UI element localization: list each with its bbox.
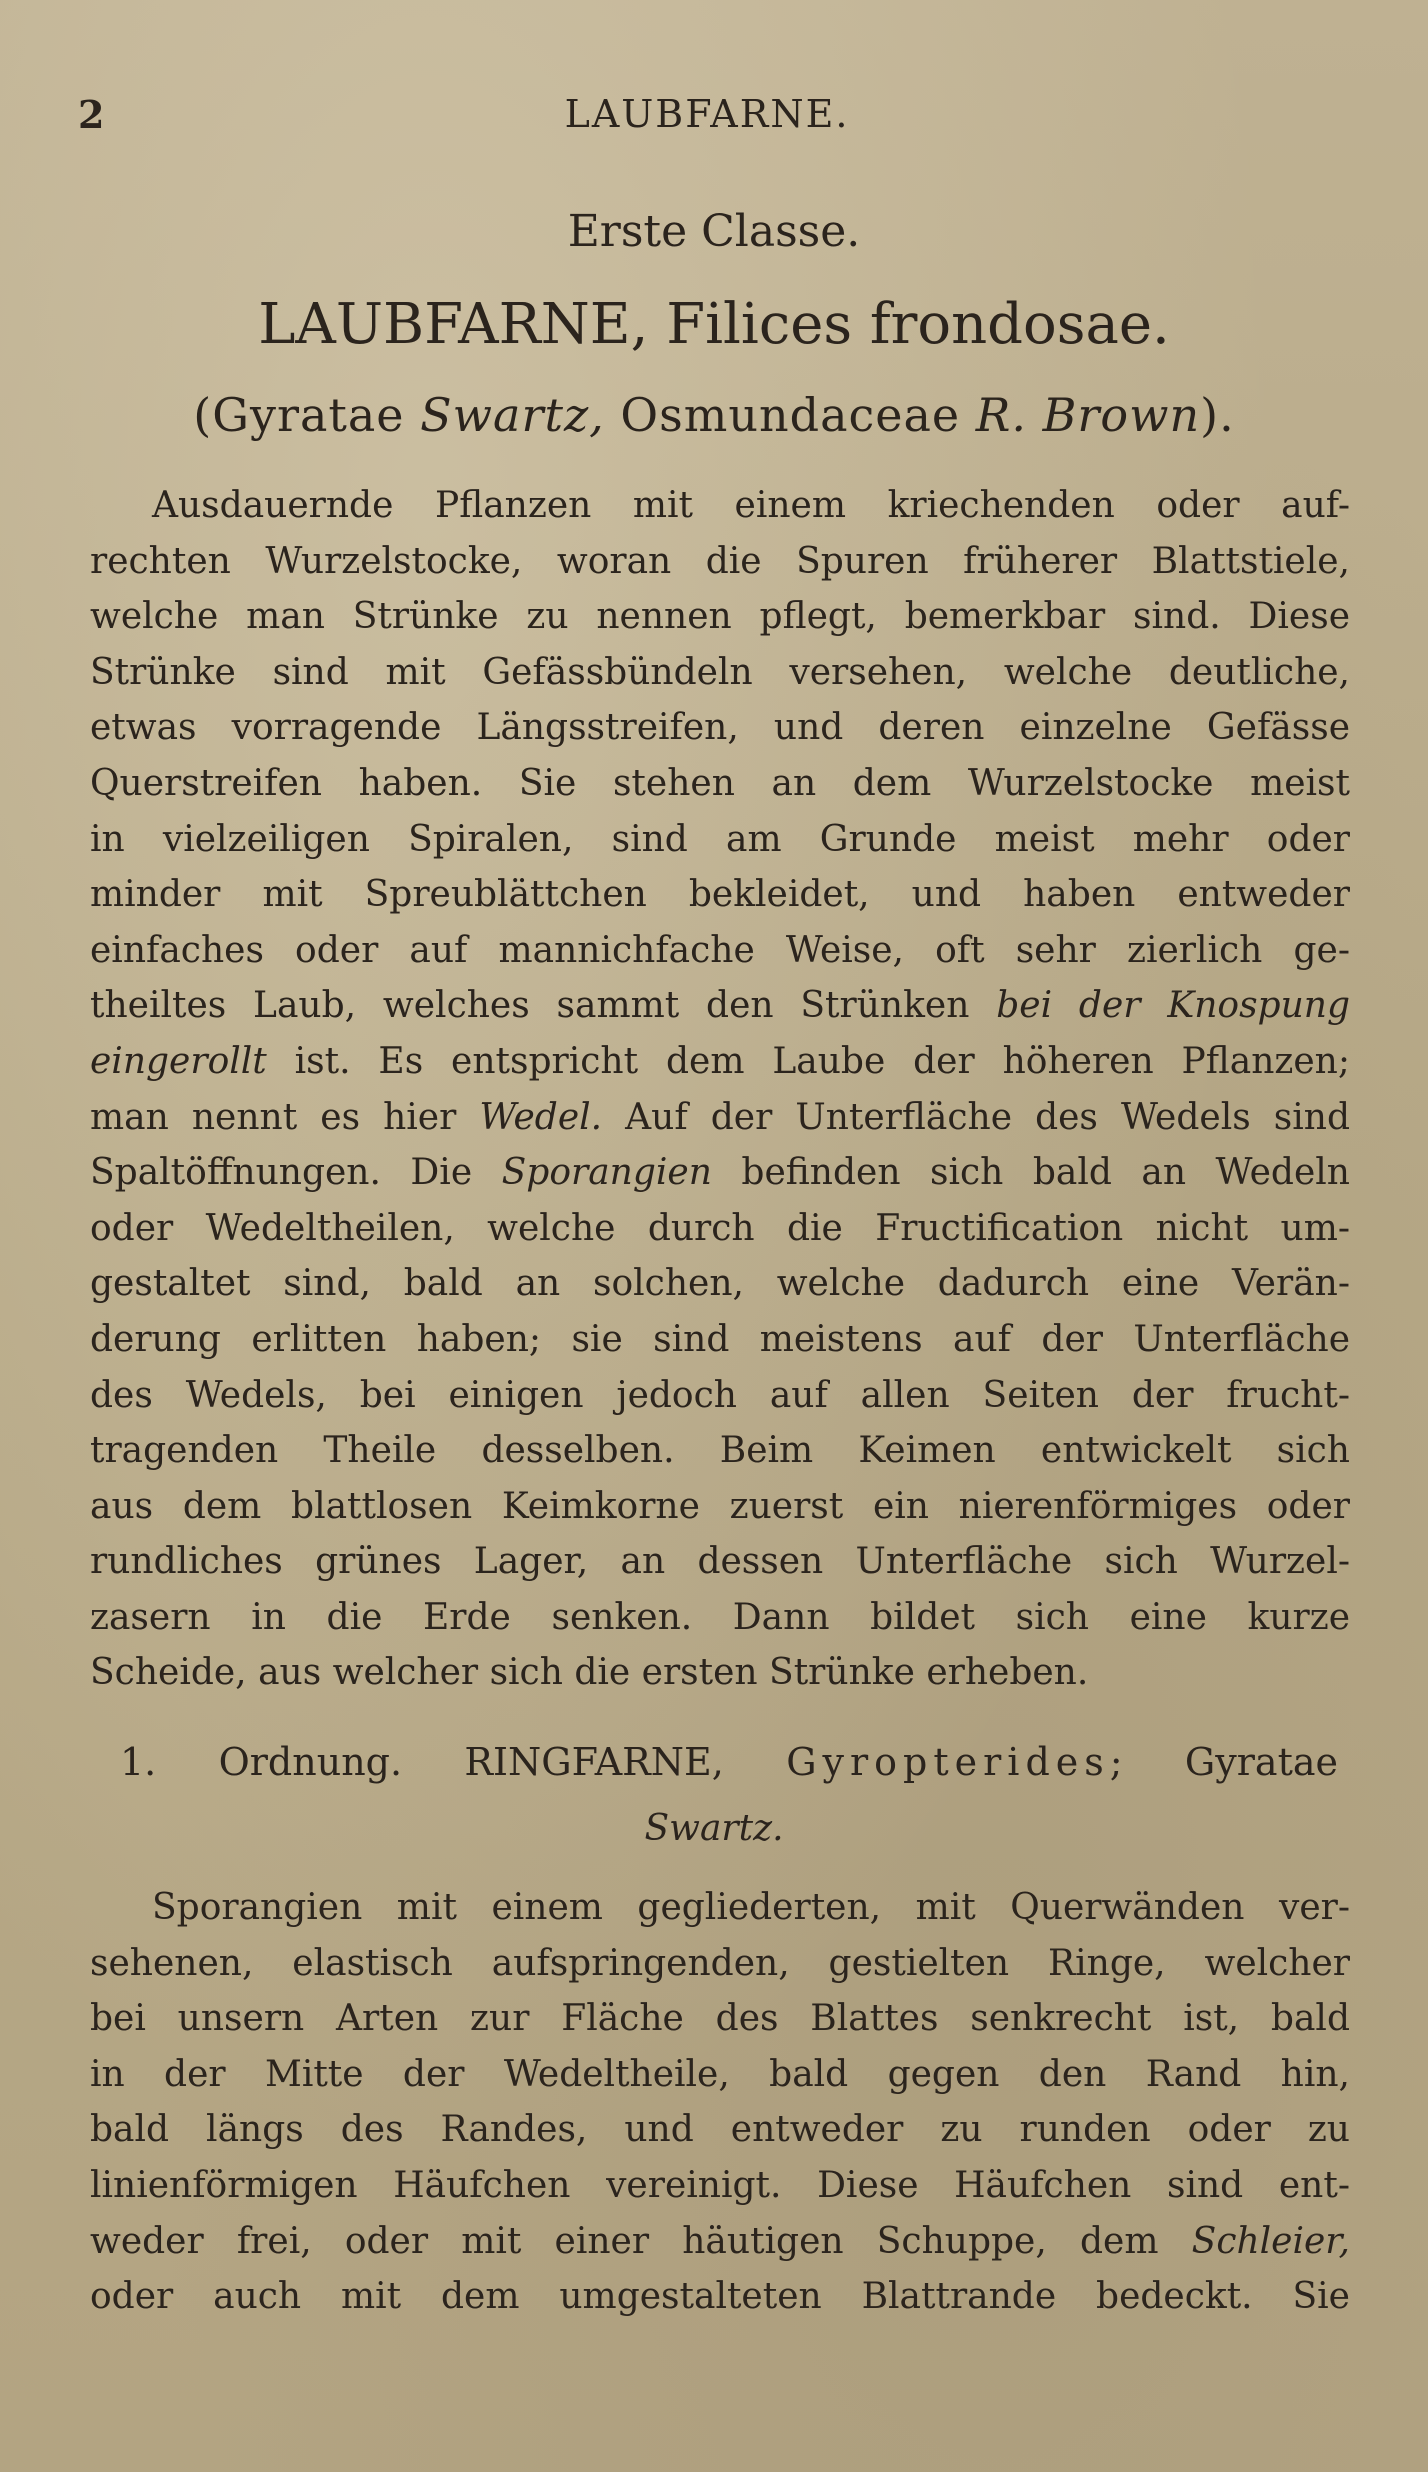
page-number: 2 — [78, 92, 105, 137]
page-header — [78, 92, 1336, 146]
italic-run: Wedel. — [479, 1096, 603, 1138]
text-line — [90, 1090, 1350, 1146]
text-run: Spaltöffnungen. Die — [90, 1152, 502, 1194]
italic-run: Sporangien — [501, 1152, 712, 1194]
paragraph-order-description — [90, 1880, 1350, 2325]
main-title: LAUBFARNE, Filices frondosae. — [258, 292, 1170, 357]
text-run: ist. Es entspricht dem Laube der höheren Pflanzen; — [266, 1040, 1350, 1082]
italic-run: Schleier, — [1191, 2220, 1350, 2262]
synonym-author-swartz: Swartz, — [420, 388, 605, 442]
text-line: aus dem blattlosen Keimkorne zuerst ein nierenförmiges oder — [90, 1485, 1350, 1527]
italic-run: bei der Knospung — [996, 985, 1351, 1027]
text-line: tragenden Theile desselben. Beim Keimen entwickelt sich — [90, 1430, 1350, 1472]
synonym-open: (Gyratae — [193, 388, 421, 442]
text-line: oder Wedeltheilen, welche durch die Fructification nicht um- — [90, 1207, 1350, 1249]
order-latin-name: Gyropterides — [786, 1740, 1110, 1784]
text-line: oder auch mit dem umgestalteten Blattrande bedeckt. Sie — [90, 2276, 1350, 2318]
synonym-line — [0, 388, 1428, 442]
running-head: LAUBFARNE. — [564, 92, 850, 136]
text-line: Strünke sind mit Gefässbündeln versehen, welche deutliche, — [90, 651, 1350, 693]
text-line: einfaches oder auf mannichfache Weise, oft sehr zierlich ge- — [90, 929, 1350, 971]
text-line: derung erlitten haben; sie sind meistens auf der Unterfläche — [90, 1318, 1350, 1360]
paragraph-description — [90, 478, 1350, 1701]
text-line: bei unsern Arten zur Fläche des Blattes senkrecht ist, bald — [90, 1998, 1350, 2040]
text-run: theiltes Laub, welches sammt den Strünken — [90, 985, 997, 1027]
text-line: zasern in die Erde senken. Dann bildet sich eine kurze — [90, 1596, 1350, 1638]
text-line: bald längs des Randes, und entweder zu runden oder zu — [90, 2109, 1350, 2151]
synonym-close: ). — [1200, 388, 1235, 442]
order-heading — [120, 1740, 1338, 1784]
text-run: weder frei, oder mit einer häutigen Schuppe, dem — [90, 2220, 1192, 2262]
text-line — [90, 978, 1350, 1034]
text-line: Sporangien mit einem gegliederten, mit Querwänden ver- — [152, 1887, 1350, 1928]
text-line: gestaltet sind, bald an solchen, welche dadurch eine Verän- — [90, 1263, 1350, 1305]
class-heading: Erste Classe. — [567, 206, 861, 257]
italic-run: eingerollt — [90, 1040, 267, 1082]
text-line: sehenen, elastisch aufspringenden, gestielten Ringe, welcher — [90, 1942, 1350, 1984]
order-suffix: ; Gyratae — [1109, 1740, 1338, 1784]
text-line: Scheide, aus welcher sich die ersten Strünke erheben. — [90, 1652, 1089, 1694]
text-line: rundliches grünes Lager, an dessen Unterfläche sich Wurzel- — [90, 1541, 1350, 1583]
order-prefix: 1. Ordnung. RINGFARNE, — [120, 1740, 787, 1784]
text-run: Auf der Unterfläche des Wedels sind — [602, 1096, 1350, 1138]
text-line — [90, 1034, 1350, 1090]
text-line: minder mit Spreublättchen bekleidet, und haben entweder — [90, 874, 1350, 916]
text-line — [90, 2214, 1350, 2270]
text-line: linienförmigen Häufchen vereinigt. Diese Häufchen sind ent- — [90, 2164, 1350, 2206]
synonym-author-brown: R. Brown — [975, 388, 1201, 442]
text-line — [90, 1145, 1350, 1201]
synonym-middle: Osmundaceae — [604, 388, 976, 442]
text-line: Querstreifen haben. Sie stehen an dem Wurzelstocke meist — [90, 762, 1350, 804]
text-line: Ausdauernde Pflanzen mit einem kriechenden oder auf- — [152, 485, 1350, 526]
text-line: welche man Strünke zu nennen pflegt, bemerkbar sind. Diese — [90, 596, 1350, 638]
text-line: des Wedels, bei einigen jedoch auf allen Seiten der frucht- — [90, 1374, 1350, 1416]
order-author: Swartz. — [644, 1808, 784, 1849]
text-run: befinden sich bald an Wedeln — [711, 1152, 1350, 1194]
text-run: man nennt es hier — [90, 1096, 480, 1138]
text-line: rechten Wurzelstocke, woran die Spuren früherer Blattstiele, — [90, 540, 1350, 582]
text-line: etwas vorragende Längsstreifen, und deren einzelne Gefässe — [90, 707, 1350, 749]
text-line: in vielzeiligen Spiralen, sind am Grunde meist mehr oder — [90, 818, 1350, 860]
text-line: in der Mitte der Wedeltheile, bald gegen den Rand hin, — [90, 2053, 1350, 2095]
